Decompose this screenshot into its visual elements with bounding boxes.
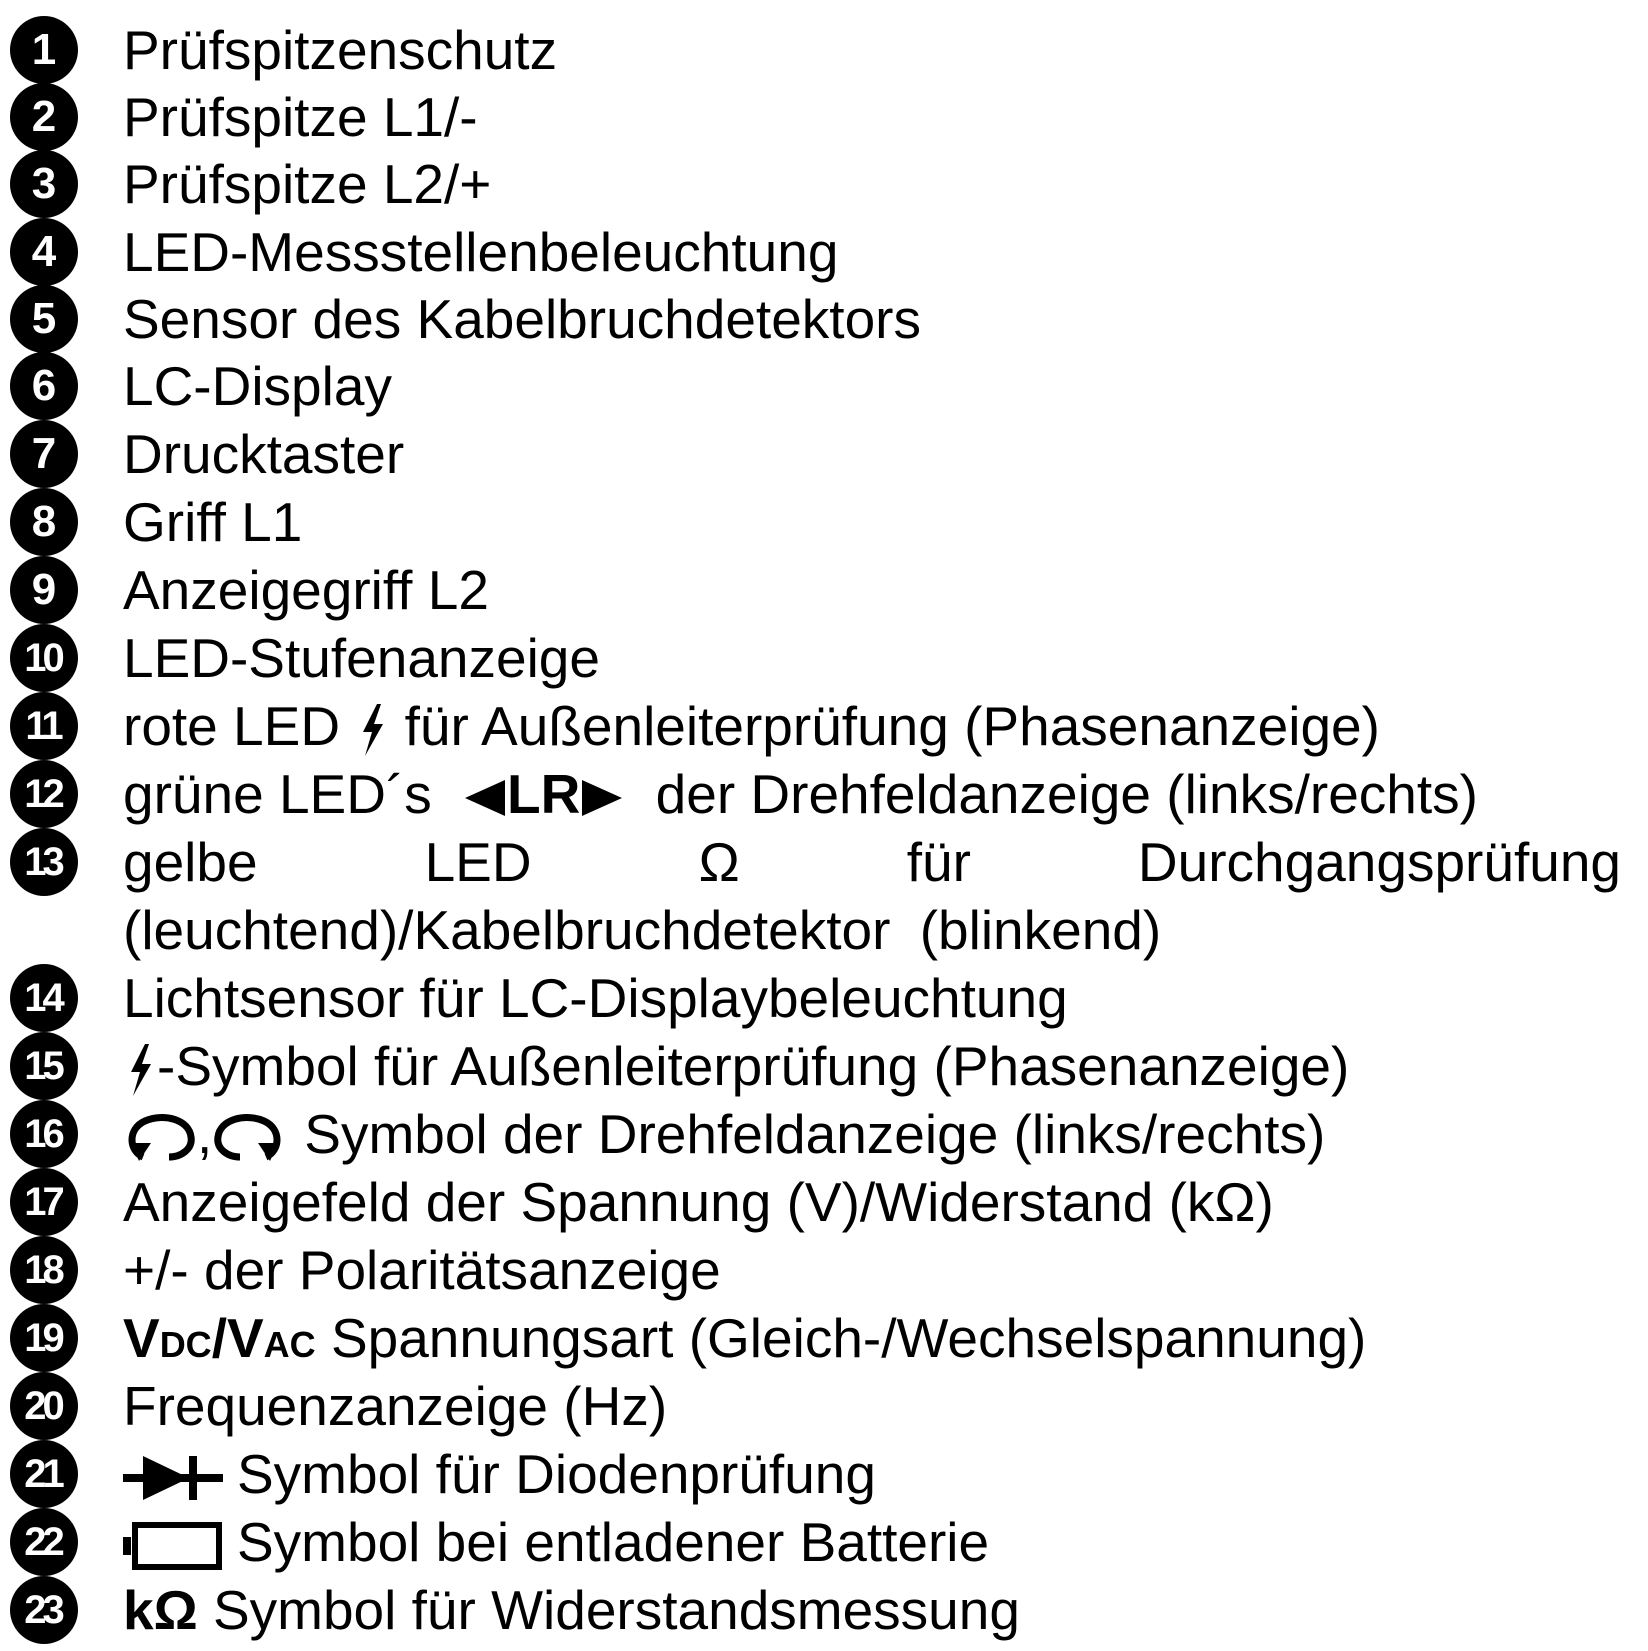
- item-text: Drucktaster: [123, 423, 405, 485]
- separator-comma: ,: [197, 1103, 213, 1165]
- item-text: [123, 1032, 1623, 1100]
- triangle-left-icon: [463, 778, 507, 818]
- voltage-sub-dc: DC: [159, 1324, 212, 1365]
- item-text: LED-Stufenanzeige: [123, 627, 600, 689]
- item-number-badge: 18: [10, 1236, 78, 1304]
- kilo-ohm-symbol: kΩ: [123, 1579, 198, 1641]
- item-text-post: Symbol für Diodenprüfung: [237, 1443, 876, 1505]
- diode-icon: [123, 1453, 223, 1503]
- item-number-badge: 21: [10, 1440, 78, 1508]
- item-number-badge: 12: [10, 760, 78, 828]
- rotation-direction-letters: LR: [507, 763, 581, 825]
- item-number-badge: 1: [10, 16, 78, 84]
- triangle-right-icon: [580, 778, 624, 818]
- item-number-badge: 5: [10, 285, 78, 353]
- voltage-slash: /: [211, 1307, 227, 1369]
- item-text: Prüfspitze L2/+: [123, 153, 492, 215]
- rotation-right-icon: [212, 1113, 286, 1163]
- item-number-badge: 8: [10, 488, 78, 556]
- item-number-badge: 17: [10, 1168, 78, 1236]
- item-text: Frequenzanzeige (Hz): [123, 1375, 668, 1437]
- item-text-post: Symbol für Widerstandsmessung: [212, 1579, 1020, 1641]
- lightning-icon: [123, 1042, 157, 1098]
- lightning-icon: [355, 702, 389, 758]
- item-text: Lichtsensor für LC-Displaybeleuchtung: [123, 967, 1068, 1029]
- item-text: [123, 1304, 1623, 1379]
- item-text: gelbe LED Ω für Durchgangsprüfung (leuchtend)/Kabelbruchdetektor (blinkend): [123, 831, 1621, 961]
- item-text-post: Symbol der Drehfeldanzeige (links/rechts): [304, 1103, 1326, 1165]
- item-text: Prüfspitze L1/-: [123, 86, 478, 148]
- voltage-v-ac: V: [226, 1307, 264, 1369]
- item-number-badge: 23: [10, 1576, 78, 1644]
- item-text-pre: grüne LED´s: [123, 763, 432, 825]
- item-text-post: -Symbol für Außenleiterprüfung (Phasenanzeige): [157, 1035, 1350, 1097]
- item-text: [123, 692, 1623, 760]
- item-text: [123, 1508, 1623, 1576]
- item-text: LED-Messstellenbeleuchtung: [123, 221, 839, 283]
- item-text: Prüfspitzenschutz: [123, 19, 558, 81]
- item-text: LC-Display: [123, 355, 392, 417]
- item-number-badge: 6: [10, 352, 78, 420]
- item-number-badge: 13: [10, 828, 78, 896]
- item-number-badge: 10: [10, 624, 78, 692]
- item-number-badge: 15: [10, 1032, 78, 1100]
- item-text: [123, 1100, 1623, 1168]
- item-number-badge: 14: [10, 964, 78, 1032]
- voltage-v-dc: V: [123, 1307, 160, 1369]
- voltage-sub-ac: AC: [263, 1324, 316, 1365]
- item-number-badge: 22: [10, 1508, 78, 1576]
- item-text: [123, 760, 1623, 828]
- item-text-post: Symbol bei entladener Batterie: [237, 1511, 990, 1573]
- battery-icon: [123, 1521, 223, 1571]
- item-text: Sensor des Kabelbruchdetektors: [123, 288, 921, 350]
- item-text: +/- der Polaritätsanzeige: [123, 1239, 721, 1301]
- item-number-badge: 20: [10, 1372, 78, 1440]
- item-number-badge: 16: [10, 1100, 78, 1168]
- item-text: Anzeigefeld der Spannung (V)/Widerstand (kΩ): [123, 1171, 1274, 1233]
- item-number-badge: 19: [10, 1304, 78, 1372]
- item-text-post: Spannungsart (Gleich-/Wechselspannung): [330, 1307, 1367, 1369]
- item-number-badge: 11: [10, 692, 78, 760]
- item-number-badge: 4: [10, 218, 78, 286]
- item-number-badge: 2: [10, 83, 78, 151]
- item-text: [123, 1440, 1623, 1508]
- item-text-post: der Drehfeldanzeige (links/rechts): [655, 763, 1478, 825]
- item-text: Griff L1: [123, 491, 303, 553]
- item-text-post: für Außenleiterprüfung (Phasenanzeige): [404, 695, 1380, 757]
- rotation-left-icon: [123, 1113, 197, 1163]
- item-number-badge: 3: [10, 150, 78, 218]
- item-number-badge: 9: [10, 556, 78, 624]
- item-number-badge: 7: [10, 420, 78, 488]
- item-text-pre: rote LED: [123, 695, 341, 757]
- item-text: [123, 1576, 1623, 1644]
- item-text: Anzeigegriff L2: [123, 559, 489, 621]
